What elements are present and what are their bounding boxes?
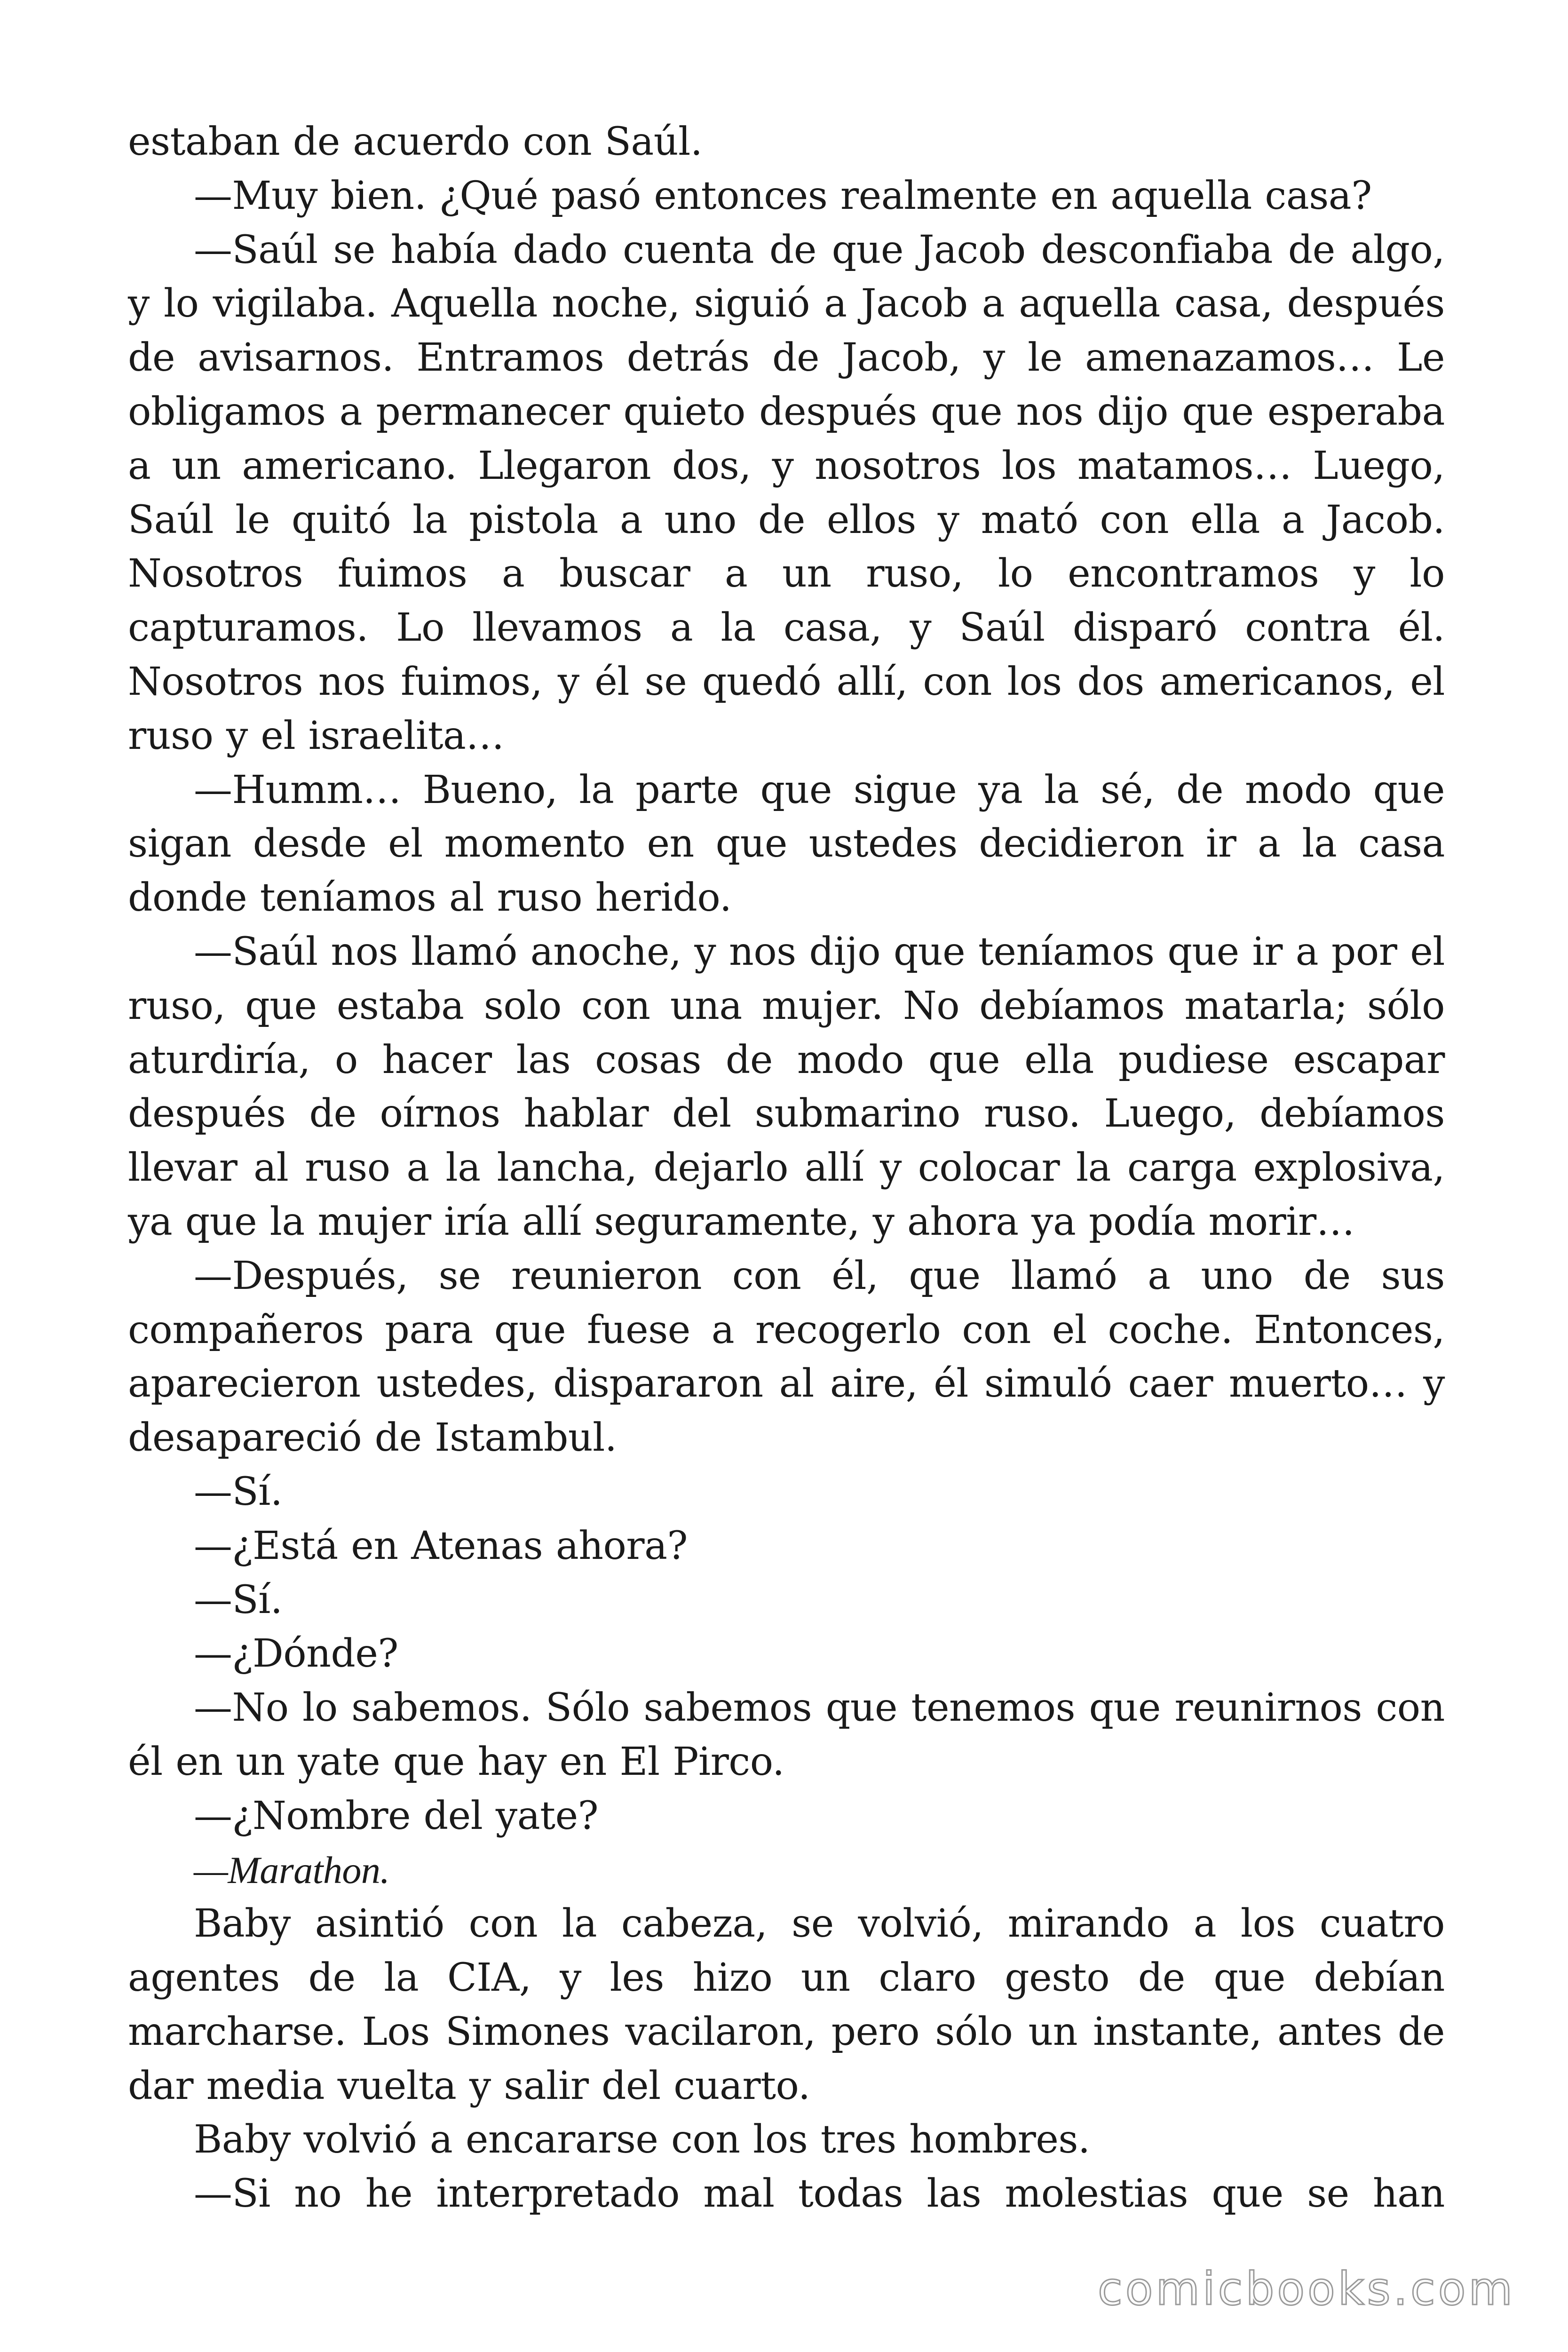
paragraph: —Humm… Bueno, la parte que sigue ya la sé, de modo que sigan desde el momento en que ustedes decidieron ir a la casa donde teníamos al ruso herido. [128, 767, 1445, 921]
paragraph: —¿Nombre del yate? [194, 1793, 599, 1838]
paragraph: —Sí. [194, 1469, 283, 1514]
page-body [128, 115, 1445, 2221]
paragraph: —No lo sabemos. Sólo sabemos que tenemos que reunirnos con él en un yate que hay en El Pirco. [128, 1685, 1445, 1784]
paragraph: —Sí. [194, 1577, 283, 1622]
paragraph: —¿Dónde? [194, 1631, 398, 1677]
paragraph-yacht-name: —Marathon. [194, 1848, 390, 1891]
watermark: comicbooks.com [1097, 2263, 1515, 2315]
paragraph: Baby volvió a encararse con los tres hombres. [194, 2117, 1090, 2162]
paragraph: —Saúl se había dado cuenta de que Jacob desconfiaba de algo, y lo vigilaba. Aquella noche, siguió a Jacob a aquella casa, después de avisarnos. Entramos detrás de Jacob, y le amenazamos… Le obligamos a permanecer quieto después que nos dijo que esperaba a un americano. Llegaron dos, y nosotros los matamos… Luego, Saúl le quitó la pistola a uno de ellos y mató con ella a Jacob. Nosotros fuimos a buscar a un ruso, lo encontramos y lo capturamos. Lo llevamos a la casa, y Saúl disparó contra él. Nosotros nos fuimos, y él se quedó allí, con los dos americanos, el ruso y el israelita… [128, 227, 1445, 758]
paragraph: estaban de acuerdo con Saúl. [128, 119, 703, 164]
paragraph: —¿Está en Atenas ahora? [194, 1523, 688, 1568]
paragraph: —Si no he interpretado mal todas las molestias que se han [194, 2171, 1445, 2217]
paragraph: Baby asintió con la cabeza, se volvió, mirando a los cuatro agentes de la CIA, y les hizo un claro gesto de que debían marcharse. Los Simones vacilaron, pero sólo un instante, antes de dar media vuelta y salir del cuarto. [128, 1901, 1445, 2108]
paragraph: —Muy bien. ¿Qué pasó entonces realmente en aquella casa? [194, 173, 1372, 218]
paragraph: —Después, se reunieron con él, que llamó a uno de sus compañeros para que fuese a recogerlo con el coche. Entonces, aparecieron ustedes, dispararon al aire, él simuló caer muerto… y desapareció de Istambul. [128, 1253, 1445, 1461]
paragraph: —Saúl nos llamó anoche, y nos dijo que teníamos que ir a por el ruso, que estaba solo con una mujer. No debíamos matarla; sólo aturdiría, o hacer las cosas de modo que ella pudiese escapar después de oírnos hablar del submarino ruso. Luego, debíamos llevar al ruso a la lancha, dejarlo allí y colocar la carga explosiva, ya que la mujer iría allí seguramente, y ahora ya podía morir… [128, 929, 1445, 1244]
